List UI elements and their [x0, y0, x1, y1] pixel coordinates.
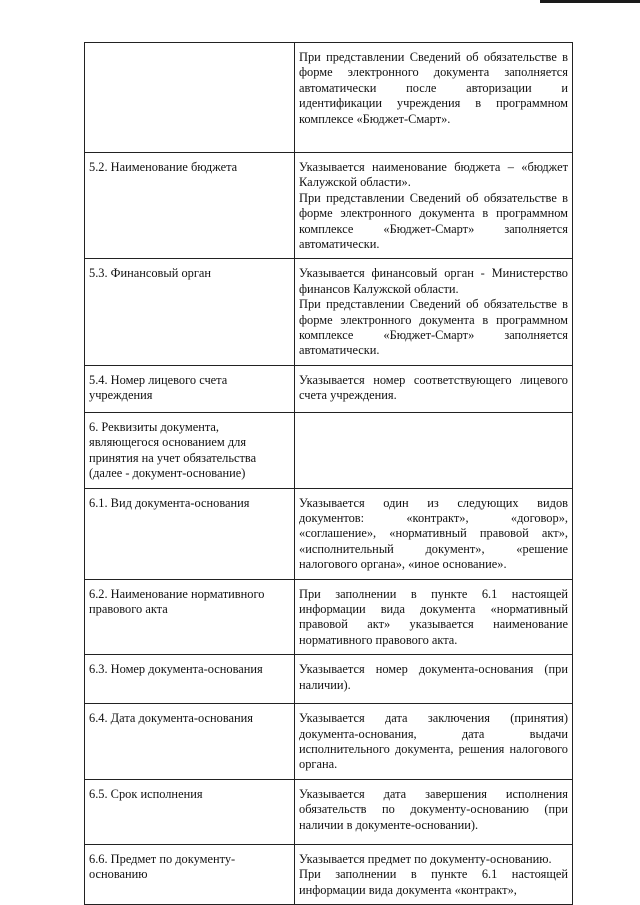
description-paragraph: Указывается номер соответствующего лицевого счета учреждения. — [299, 372, 568, 403]
field-name-cell: 5.2. Наименование бюджета — [85, 153, 295, 259]
description-paragraph: При представлении Сведений об обязательстве в форме электронного документа заполняется автоматически после авторизации и идентификации учреждения в программном комплексе «Бюджет-Смарт». — [299, 50, 568, 126]
field-name-cell — [85, 43, 295, 153]
description-paragraph: Указывается номер документа-основания (при наличии). — [299, 662, 568, 692]
field-description-cell — [295, 779, 573, 844]
scan-edge-mark — [540, 0, 640, 3]
table-row — [85, 655, 573, 704]
table-row — [85, 259, 573, 365]
description-paragraph: Указывается финансовый орган - Министерство финансов Калужской области. — [299, 266, 568, 296]
field-name-cell: 6.1. Вид документа-основания — [85, 488, 295, 579]
field-name-cell: 5.3. Финансовый орган — [85, 259, 295, 365]
table-row — [85, 704, 573, 780]
field-name-cell: 6. Реквизиты документа, являющегося основанием для принятия на учет обязательства (далее - документ-основание) — [85, 412, 295, 488]
table-row — [85, 844, 573, 904]
field-description-cell — [295, 704, 573, 780]
table-row — [85, 579, 573, 655]
description-paragraph: Указывается наименование бюджета – «бюджет Калужской области». — [299, 160, 568, 190]
description-paragraph: Указывается предмет по документу-основанию. — [299, 851, 552, 866]
requirements-table — [84, 42, 573, 905]
table-row — [85, 779, 573, 844]
description-paragraph: При представлении Сведений об обязательстве в форме электронного документа в программном комплексе «Бюджет-Смарт» заполняется автоматически. — [299, 190, 568, 252]
field-name-cell: 6.4. Дата документа-основания — [85, 704, 295, 780]
field-description-cell — [295, 579, 573, 655]
table-row — [85, 412, 573, 488]
field-name-cell: 5.4. Номер лицевого счета учреждения — [85, 365, 295, 412]
field-description-cell — [295, 365, 573, 412]
field-name-cell: 6.2. Наименование нормативного правового акта — [85, 579, 295, 655]
field-description-cell — [295, 655, 573, 704]
description-paragraph: Указывается дата завершения исполнения обязательств по документу-основанию (при наличии в документе-основании). — [299, 786, 568, 832]
description-paragraph: При заполнении в пункте 6.1 настоящей информации вида документа «нормативный правовой акт» указывается наименование нормативного правового акта. — [299, 586, 568, 647]
field-name-cell: 6.3. Номер документа-основания — [85, 655, 295, 704]
field-description-cell — [295, 153, 573, 259]
table-row — [85, 488, 573, 579]
table-row — [85, 365, 573, 412]
field-description-cell — [295, 412, 573, 488]
description-paragraph: Указывается дата заключения (принятия) документа-основания, дата выдачи исполнительного документа, решения налогового органа. — [299, 711, 568, 772]
description-paragraph: При представлении Сведений об обязательстве в форме электронного документа в программном комплексе «Бюджет-Смарт» заполняется автоматически. — [299, 297, 568, 358]
field-name-cell: 6.5. Срок исполнения — [85, 779, 295, 844]
field-name-cell: 6.6. Предмет по документу-основанию — [85, 844, 295, 904]
description-paragraph: При заполнении в пункте 6.1 настоящей информации вида документа «контракт», — [299, 867, 568, 897]
description-paragraph: Указывается один из следующих видов документов: «контракт», «договор», «соглашение», «нормативный правовой акт», «исполнительный документ», «решение налогового органа», «иное основание». — [299, 495, 568, 572]
table-body — [85, 43, 573, 905]
field-description-cell — [295, 259, 573, 365]
field-description-cell — [295, 43, 573, 153]
field-description-cell — [295, 488, 573, 579]
table-row — [85, 43, 573, 153]
field-description-cell — [295, 844, 573, 904]
table-row — [85, 153, 573, 259]
